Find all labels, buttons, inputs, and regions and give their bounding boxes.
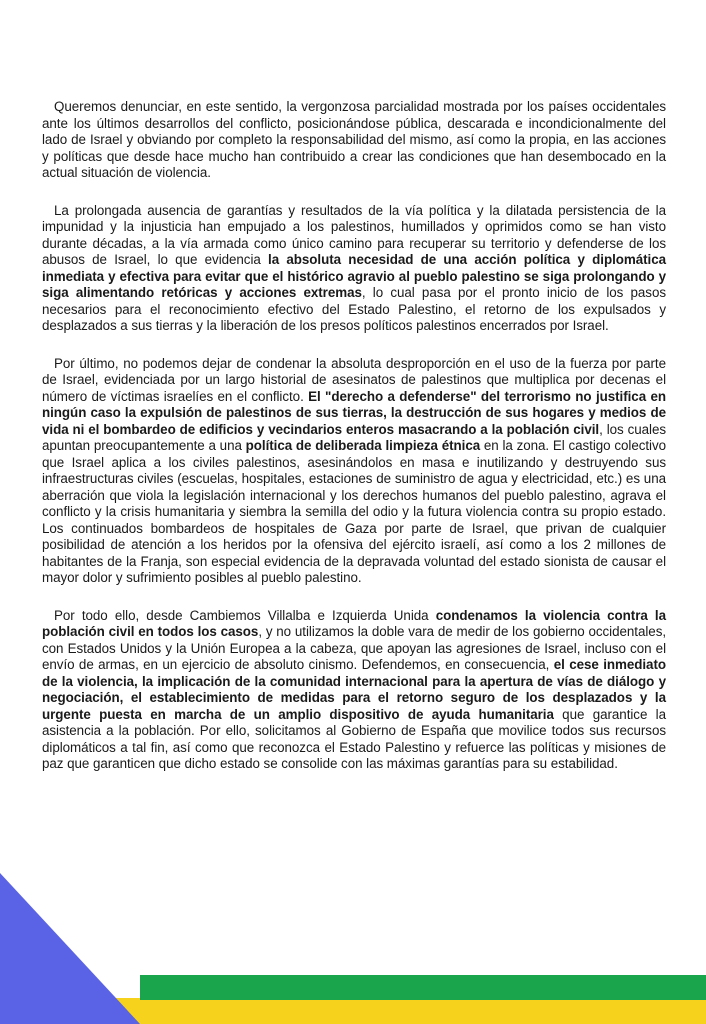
document-body [42, 99, 666, 794]
paragraph-3 [42, 356, 666, 587]
bold-text: El "derecho a defenderse" del terrorismo no justifica en ningún caso la expulsión de palestinos de sus tierras, la destrucción de sus hogares y medios de vida ni el bombardeo de edificios y vecindarios enteros masacrando a la población civil [42, 388, 666, 437]
paragraph-text: , y no utilizamos la doble vara de medir de los gobierno occidentales, con Estados Unidos y la Unión Europea a la cabeza, que apoyan las agresiones de Israel, incluso con el envío de armas, en un ejercicio de absoluto cinismo. Defendemos, en consecuencia, [42, 624, 667, 672]
paragraph-text: Queremos denunciar, en este sentido, la vergonzosa parcialidad mostrada por los países occidentales ante los últimos desarrollos del conflicto, posicionándose pública, descarada e incondicionalmente del lado de Israel y obviando por completo la responsabilidad del mismo, así como la propia, en las acciones y políticas que desde hace mucho han contribuido a crear las condiciones que han desembocado en la actual situación de violencia. [42, 99, 666, 180]
bold-text: la absoluta necesidad de una acción política y diplomática inmediata y efectiva para evitar que el histórico agravio al pueblo palestino se siga prolongando y siga alimentando retóricas y acciones extremas [42, 252, 667, 300]
bold-text: política de deliberada limpieza étnica [245, 438, 481, 453]
paragraph-text: que garantice la asistencia a la población. Por ello, solicitamos al Gobierno de España que movilice todos sus recursos diplomáticos a tal fin, así como que reconozca el Estado Palestino y refuerce las políticas y misiones de paz que garanticen que dicho estado se consolide con las máximas garantías para su estabilidad. [42, 706, 666, 771]
paragraph-text: en la zona. El castigo colectivo que Israel aplica a los civiles palestinos, asesinándolos en masa e inutilizando y destruyendo sus infraestructuras civiles (escuelas, hospitales, estaciones de suministro de agua y electricidad, etc.) es una aberración que viola la legislación internacional y los derechos humanos del pueblo palestino, agrava el conflicto y la crisis humanitaria y siembra la semilla del odio y la futura violencia contra su propio estado. Los continuados bombardeos de hospitales de Gaza por parte de Israel, que privan de cualquier posibilidad de atención a los heridos por la ofensiva del ejército israelí, así como a los 2 millones de habitantes de la Franja, son especial evidencia de la depravada voluntad del estado sionista de causar el mayor dolor y sufrimiento posibles al pueblo palestino. [42, 438, 666, 585]
bold-text: condenamos la violencia contra la población civil en todos los casos [42, 607, 666, 639]
paragraph-2 [42, 203, 666, 335]
yellow-stripe [0, 998, 706, 1024]
paragraph-1 [42, 99, 666, 182]
paragraph-text: , lo cual pasa por el pronto inicio de los pasos necesarios para el reconocimiento efectivo del Estado Palestino, el retorno de los expulsados y desplazados a sus tierras y la liberación de los presos políticos palestinos encerrados por Israel. [42, 285, 666, 333]
paragraph-text: La prolongada ausencia de garantías y resultados de la vía política y la dilatada persistencia de la impunidad y la injusticia han empujado a los palestinos, humillados y oprimidos como se han visto durante décadas, a la vía armada como único camino para recuperar su territorio y defenderse de los abusos de Israel, lo que evidencia [42, 202, 666, 267]
paragraph-text: Por último, no podemos dejar de condenar la absoluta desproporción en el uso de la fuerza por parte de Israel, evidenciada por un largo historial de asesinatos de palestinos que multiplica por decenas el número de víctimas israelíes en el conflicto. [42, 355, 666, 404]
bold-text: el cese inmediato de la violencia, la implicación de la comunidad internacional para la apertura de vías de diálogo y negociación, el establecimiento de medidas para el retorno seguro de los desplazados y la urgente puesta en marcha de un amplio dispositivo de ayuda humanitaria [42, 657, 666, 722]
paragraph-text: , los cuales apuntan preocupantemente a una [42, 421, 666, 453]
paragraph-text: Por todo ello, desde Cambiemos Villalba e Izquierda Unida [54, 607, 436, 623]
paragraph-4 [42, 608, 666, 773]
green-stripe [140, 975, 706, 1000]
blue-triangle [0, 873, 140, 1024]
